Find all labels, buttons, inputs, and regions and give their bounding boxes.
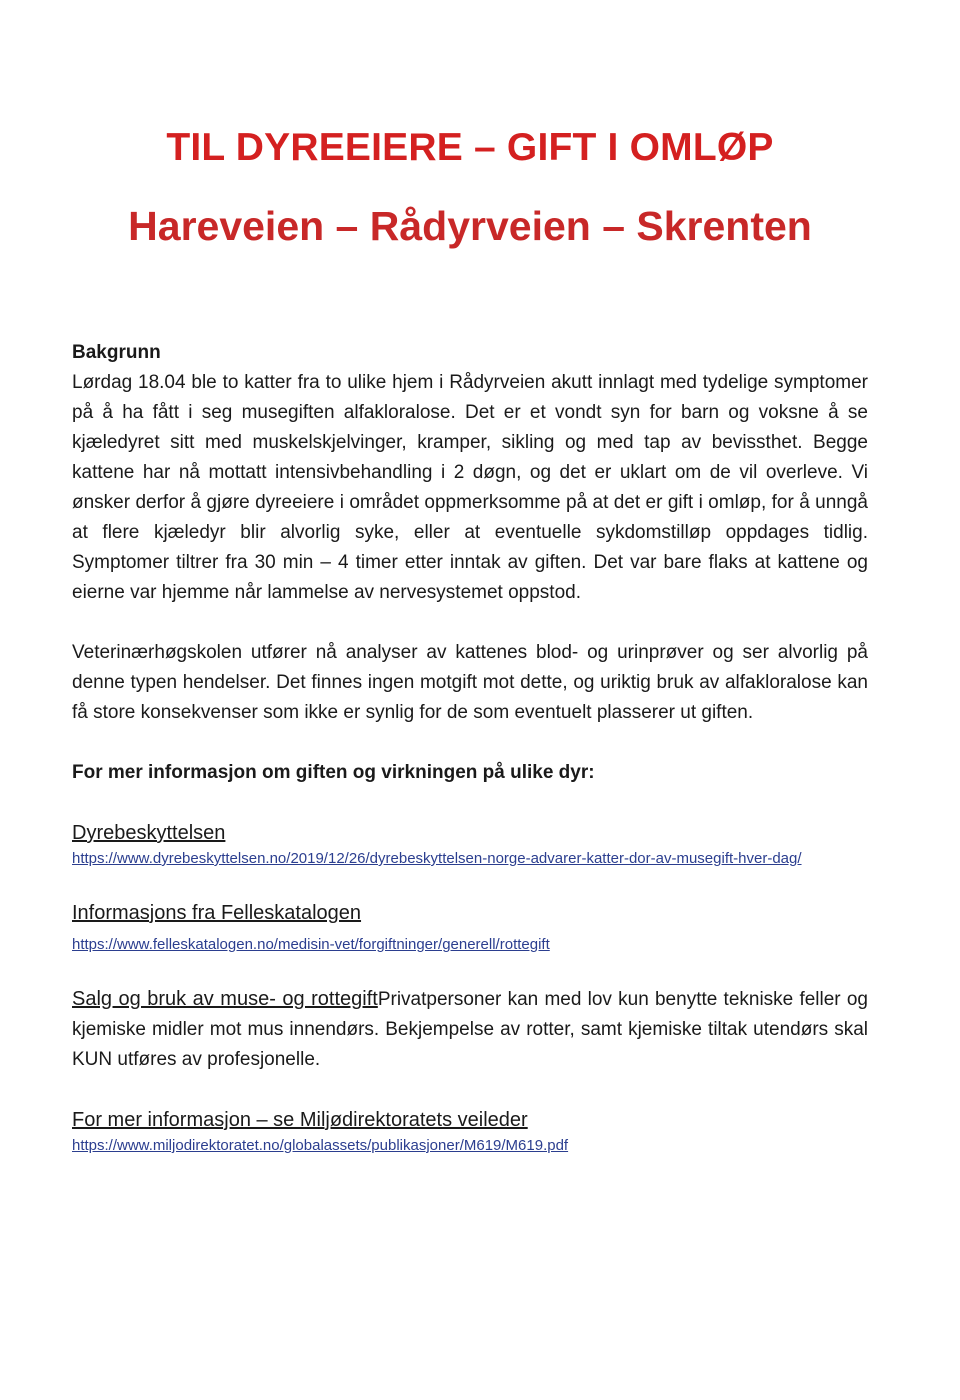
miljodirektoratet-link[interactable]: https://www.miljodirektoratet.no/globalassets/publikasjoner/M619/M619.pdf (72, 1137, 569, 1154)
dyrebeskyttelsen-link[interactable]: https://www.dyrebeskyttelsen.no/2019/12/26/dyrebeskyttelsen-norge-advarer-katter-dor-av-musegift-hver-dag/ (72, 850, 802, 867)
salg-title: Salg og bruk av muse- og rottegift (72, 988, 378, 1010)
spacer (72, 1075, 868, 1105)
spacer (72, 788, 868, 818)
spacer (72, 608, 868, 638)
background-paragraph-1: Lørdag 18.04 ble to katter fra to ulike hjem i Rådyrveien akutt innlagt med tydelige symptomer på å ha fått i seg musegiften alfakloralose. Det er et vondt syn for barn og voksne å se kjæledyret sitt med muskelskjelvinger, kramper, sikling og med tap av bevissthet. Begge kattene har nå mottatt intensivbehandling i 2 døgn, og det er uklart om de vil overleve. Vi ønsker derfor å gjøre dyreeiere i området oppmerksomme på at det er gift i omløp, for å unngå at flere kjæledyr blir alvorlig syke, eller at eventuelle sykdomstilløp oppdages tidlig. Symptomer tiltrer fra 30 min – 4 timer etter inntak av giften. Det var bare flaks at kattene og eierne var hjemme når lammelse av nervesystemet oppstod. (72, 372, 868, 603)
more-info-heading: For mer informasjon om giften og virkningen på ulike dyr: (72, 762, 595, 783)
background-paragraph-2: Veterinærhøgskolen utfører nå analyser av kattenes blod- og urinprøver og ser alvorlig på denne typen hendelser. Det finnes ingen motgift mot dette, og uriktig bruk av alfakloralose kan få store konsekvenser som ikke er synlig for de som eventuelt plasserer ut giften. (72, 642, 868, 723)
background-heading: Bakgrunn (72, 342, 161, 363)
spacer (72, 956, 868, 984)
dyrebeskyttelsen-title: Dyrebeskyttelsen (72, 822, 226, 844)
spacer (72, 870, 868, 898)
document-body (72, 338, 868, 1157)
felleskatalogen-title: Informasjons fra Felleskatalogen (72, 902, 362, 924)
salg-text: Privatpersoner kan med lov kun benytte tekniske feller og kjemiske midler mot mus innendørs. Bekjempelse av rotter, samt kjemiske tiltak utendørs skal KUN utføres av profesjonelle. (72, 989, 868, 1070)
miljodirektoratet-title: For mer informasjon – se Miljødirektoratets veileder (72, 1109, 528, 1131)
salg-paragraph (72, 984, 868, 1075)
felleskatalogen-link[interactable]: https://www.felleskatalogen.no/medisin-vet/forgiftninger/generell/rottegift (72, 936, 550, 953)
spacer (72, 728, 868, 758)
page-title: TIL DYREEIERE – GIFT I OMLØP (166, 126, 774, 169)
page-subtitle: Hareveien – Rådyrveien – Skrenten (128, 203, 812, 249)
